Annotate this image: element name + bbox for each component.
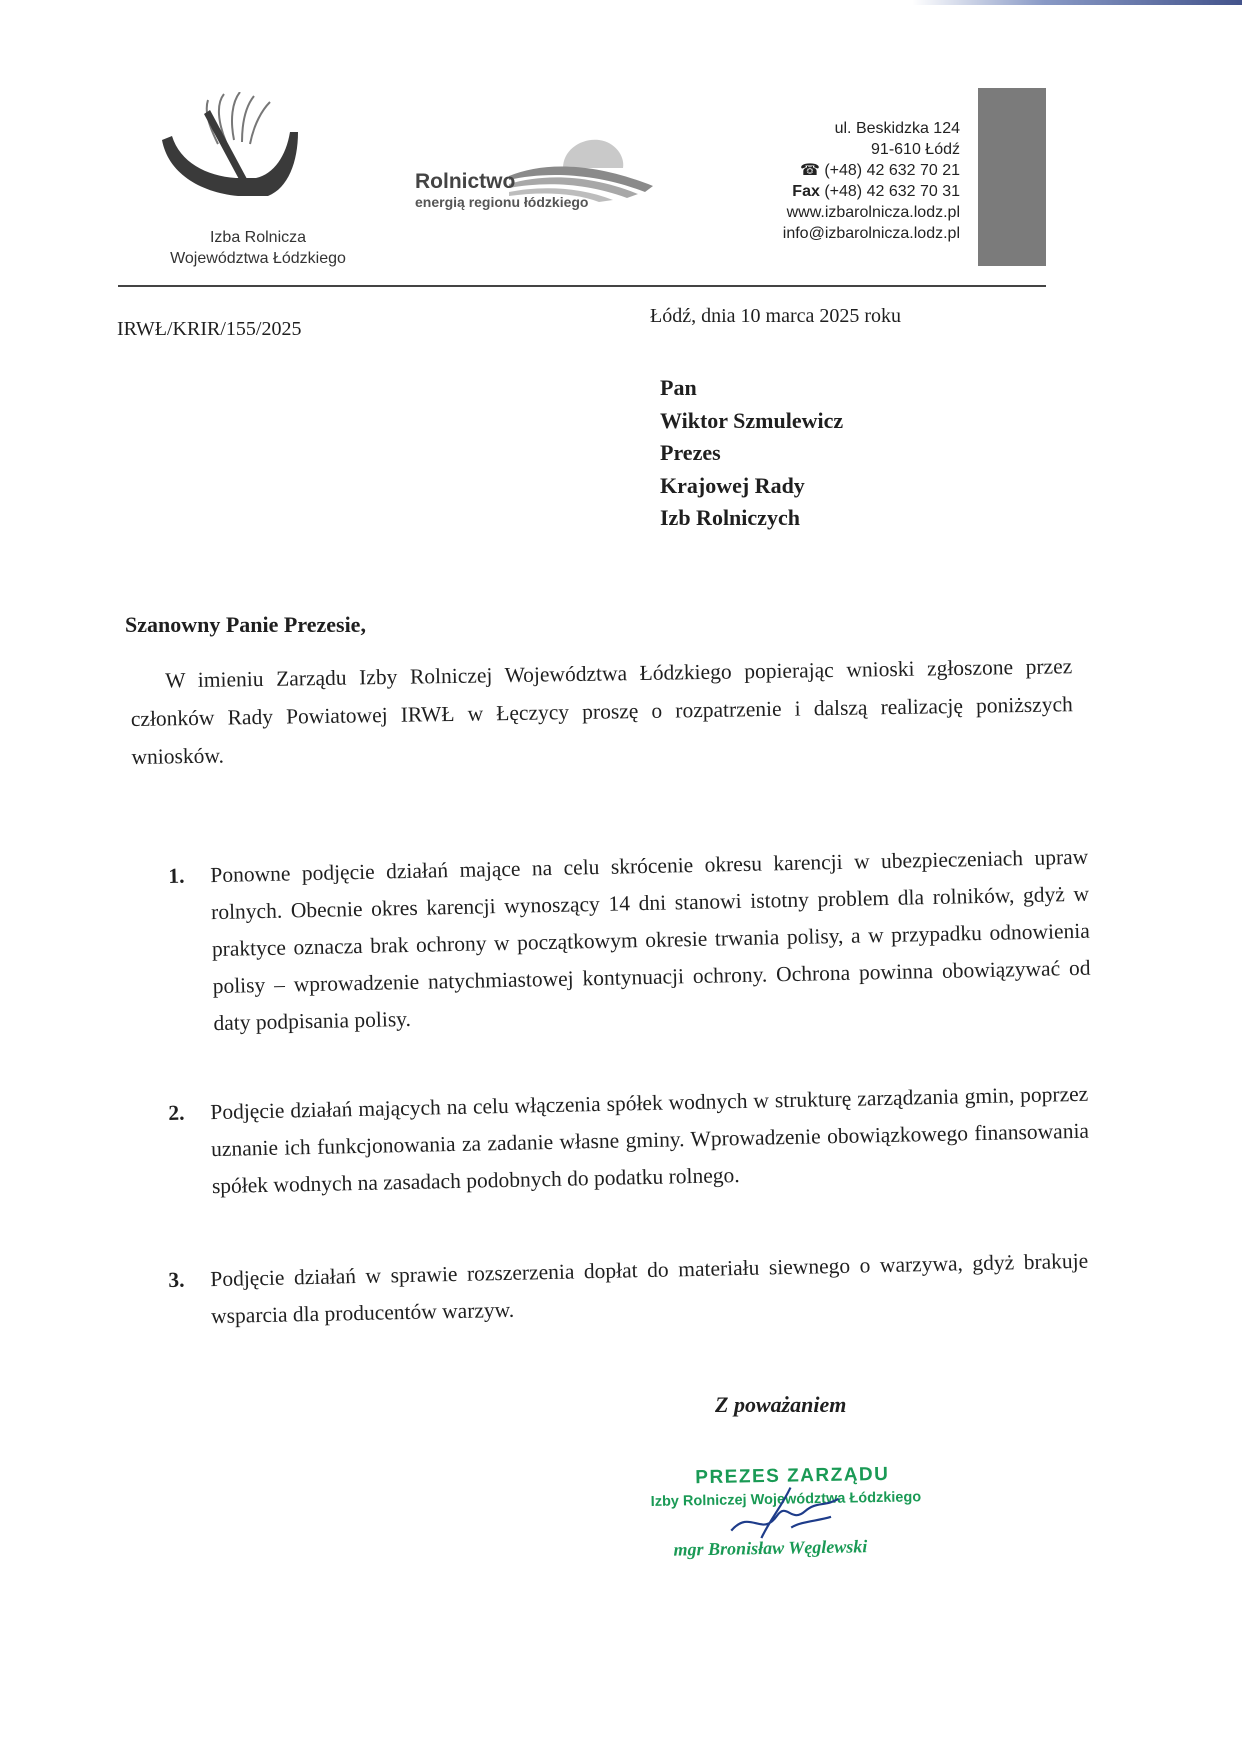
addressee-line: Izb Rolniczych xyxy=(660,505,800,530)
request-text: Podjęcie działań mających na celu włączenia spółek wodnych w strukturę zarządzania gmin, poprzez uznanie ich funkcjonowania za zadanie własne gminy. Wprowadzenie obowiązkowego finansowania spółek wodnych na zasadach podobnych do podatku rolnego. xyxy=(210,1081,1090,1199)
header-divider xyxy=(118,285,1046,287)
request-number: 2. xyxy=(168,1100,185,1125)
contact-fax-row xyxy=(783,181,960,202)
org-name-line2: Województwa Łódzkiego xyxy=(170,250,346,267)
contact-website: www.izbarolnicza.lodz.pl xyxy=(786,204,960,221)
addressee-line: Prezes xyxy=(660,440,721,465)
stamp-title: PREZES ZARZĄDU xyxy=(695,1463,890,1489)
contact-phone-row xyxy=(783,160,960,181)
phone-icon: ☎ xyxy=(799,162,825,179)
rolnictwo-logo xyxy=(413,132,663,222)
request-text: Ponowne podjęcie działań mające na celu skrócenie okresu karencji w ubezpieczeniach upraw rolnych. Obecnie okres karencji wynoszący 14 dni stanowi istotny problem dla rolników, gdyż w praktyce oznacza brak ochrony w początkowym okresie trwania polisy, a w przypadku odnowienia polisy – wprowadzenie natychmiastowej kontynuacji ochrony. Ochrona powinna obowiązywać od daty podpisania polisy. xyxy=(210,844,1091,1036)
addressee-line: Pan xyxy=(660,375,697,400)
request-text: Podjęcie działań w sprawie rozszerzenia dopłat do materiału siewnego o warzywa, gdyż brakuje wsparcia dla producentów warzyw. xyxy=(210,1248,1089,1329)
stamp xyxy=(650,1455,952,1580)
signature-icon xyxy=(720,1476,861,1558)
reference-number: IRWŁ/KRIR/155/2025 xyxy=(117,318,302,340)
request-item xyxy=(168,1076,1090,1206)
stamp-name: mgr Bronisław Węglewski xyxy=(673,1536,868,1560)
fax-label: Fax xyxy=(792,183,820,200)
contact-street: ul. Beskidzka 124 xyxy=(834,120,960,137)
request-number: 3. xyxy=(168,1267,185,1292)
campaign-title: Rolnictwo xyxy=(415,170,516,193)
request-number: 1. xyxy=(168,863,185,888)
place-date: Łódź, dnia 10 marca 2025 roku xyxy=(650,305,902,327)
request-item xyxy=(168,839,1092,1043)
contact-phone: (+48) 42 632 70 21 xyxy=(824,162,960,179)
contact-email: info@izbarolnicza.lodz.pl xyxy=(782,225,960,242)
salutation: Szanowny Panie Prezesie, xyxy=(125,612,366,637)
izba-logo xyxy=(148,92,368,277)
addressee-block xyxy=(660,372,843,535)
scan-edge xyxy=(912,0,1242,5)
addressee-line: Krajowej Rady xyxy=(660,472,805,498)
izba-logo-icon xyxy=(158,92,358,222)
closing: Z poważaniem xyxy=(715,1392,847,1417)
contact-fax: (+48) 42 632 70 31 xyxy=(824,183,960,200)
contact-block xyxy=(783,118,960,244)
header-side-bar xyxy=(978,88,1046,266)
stamp-org: Izby Rolniczej Województwa Łódzkiego xyxy=(650,1489,922,1510)
contact-city: 91-610 Łódź xyxy=(871,141,960,158)
campaign-subtitle: energią regionu łódzkiego xyxy=(415,194,589,210)
org-name-line1: Izba Rolnicza xyxy=(209,229,307,246)
request-item xyxy=(168,1243,1089,1336)
addressee-line: Wiktor Szmulewicz xyxy=(660,407,844,433)
intro-text: W imieniu Zarządu Izby Rolniczej Województwa Łódzkiego popierając wnioski zgłoszone przez członków Rady Powiatowej IRWŁ w Łęczycy proszę o rozpatrzenie i dalszą realizację poniższych wniosków. xyxy=(130,654,1073,769)
intro-paragraph xyxy=(130,647,1074,776)
